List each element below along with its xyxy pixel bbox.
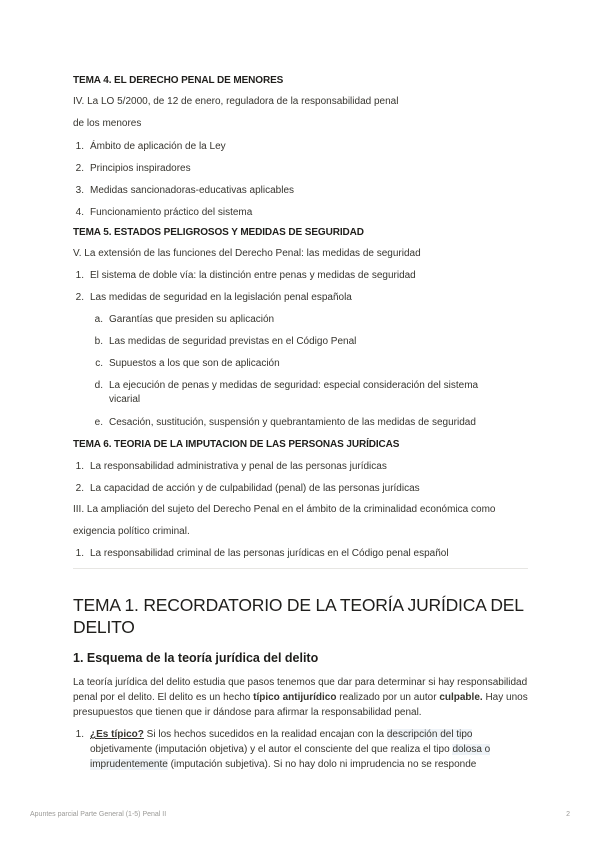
tema4-intro-line2: de los menores xyxy=(73,118,142,129)
tema5-list xyxy=(73,269,528,304)
footer-page-number: 2 xyxy=(566,811,570,818)
list-item: 2. Las medidas de seguridad en la legislación penal española xyxy=(75,292,352,303)
document-page xyxy=(73,66,528,772)
highlight: dolosa o imprudentemente xyxy=(90,744,491,770)
section-divider xyxy=(73,568,528,569)
list-item: c. Supuestos a los que son de aplicación xyxy=(95,358,280,369)
list-item: 3. Medidas sancionadoras-educativas aplicables xyxy=(75,185,295,196)
tema6-paragraph-line1: III. La ampliación del sujeto del Derecho Penal en el ámbito de la criminalidad económica como xyxy=(73,504,496,515)
tema6-heading: TEMA 6. TEORIA DE LA IMPUTACION DE LAS PERSONAS JURÍDICAS xyxy=(73,439,400,450)
footer-document-title: Apuntes parcial Parte General (1-5) Penal II xyxy=(30,811,167,818)
list-item: 2. La capacidad de acción y de culpabilidad (penal) de las personas jurídicas xyxy=(75,483,420,494)
tema4-intro-line1: IV. La LO 5/2000, de 12 de enero, reguladora de la responsabilidad penal xyxy=(73,96,399,107)
highlight: descripción del tipo xyxy=(386,729,473,740)
list-item: 1. Ámbito de aplicación de la Ley xyxy=(75,141,226,152)
tema5-sublist xyxy=(73,313,528,429)
list-item: 2. Principios inspiradores xyxy=(75,163,191,174)
tema6-list-2 xyxy=(73,547,528,560)
list-item: a. Garantías que presiden su aplicación xyxy=(94,314,275,325)
list-item: 1. El sistema de doble vía: la distinción entre penas y medidas de seguridad xyxy=(75,270,416,281)
tema4-heading: TEMA 4. EL DERECHO PENAL DE MENORES xyxy=(73,75,284,86)
tema5-heading: TEMA 5. ESTADOS PELIGROSOS Y MEDIDAS DE SEGURIDAD xyxy=(73,227,364,238)
list-item: b. Las medidas de seguridad previstas en el Código Penal xyxy=(94,336,357,347)
list-item: 1. La responsabilidad criminal de las personas jurídicas en el Código penal español xyxy=(75,548,449,559)
section-title: 1. Esquema de la teoría jurídica del delito xyxy=(73,651,319,665)
intro-paragraph: La teoría jurídica del delito estudia que pasos tenemos que dar para determinar si hay responsabilidad penal por el delito. El delito es un hecho típico antijurídico realizado por un autor culpable. Hay unos presupuestos que tienen que ir dándose para afirmar la responsabilidad penal. xyxy=(73,677,528,718)
tema6-paragraph-line2: exigencia político criminal. xyxy=(73,526,190,537)
list-item: 4. Funcionamiento práctico del sistema xyxy=(75,207,253,218)
list-item: 1. ¿Es típico? Si los hechos sucedidos en la realidad encajan con la descripción del tipo objetivamente (imputación objetiva) y el autor el consciente del que realiza el tipo dolosa o imprudentemente (imputación subjetiva). Si no hay dolo ni imprudencia no se responde xyxy=(75,729,491,770)
tema4-list xyxy=(73,140,528,219)
tema5-intro: V. La extensión de las funciones del Derecho Penal: las medidas de seguridad xyxy=(73,248,421,259)
list-item: 1. La responsabilidad administrativa y penal de las personas jurídicas xyxy=(75,461,387,472)
tema1-title: TEMA 1. RECORDATORIO DE LA TEORÍA JURÍDICA DEL DELITO xyxy=(73,595,524,637)
tema1-list xyxy=(73,727,528,772)
list-item: d. La ejecución de penas y medidas de seguridad: especial consideración del sistema vicarial xyxy=(94,380,479,405)
list-item: e. Cesación, sustitución, suspensión y quebrantamiento de las medidas de seguridad xyxy=(94,417,476,428)
tema6-list xyxy=(73,460,528,495)
